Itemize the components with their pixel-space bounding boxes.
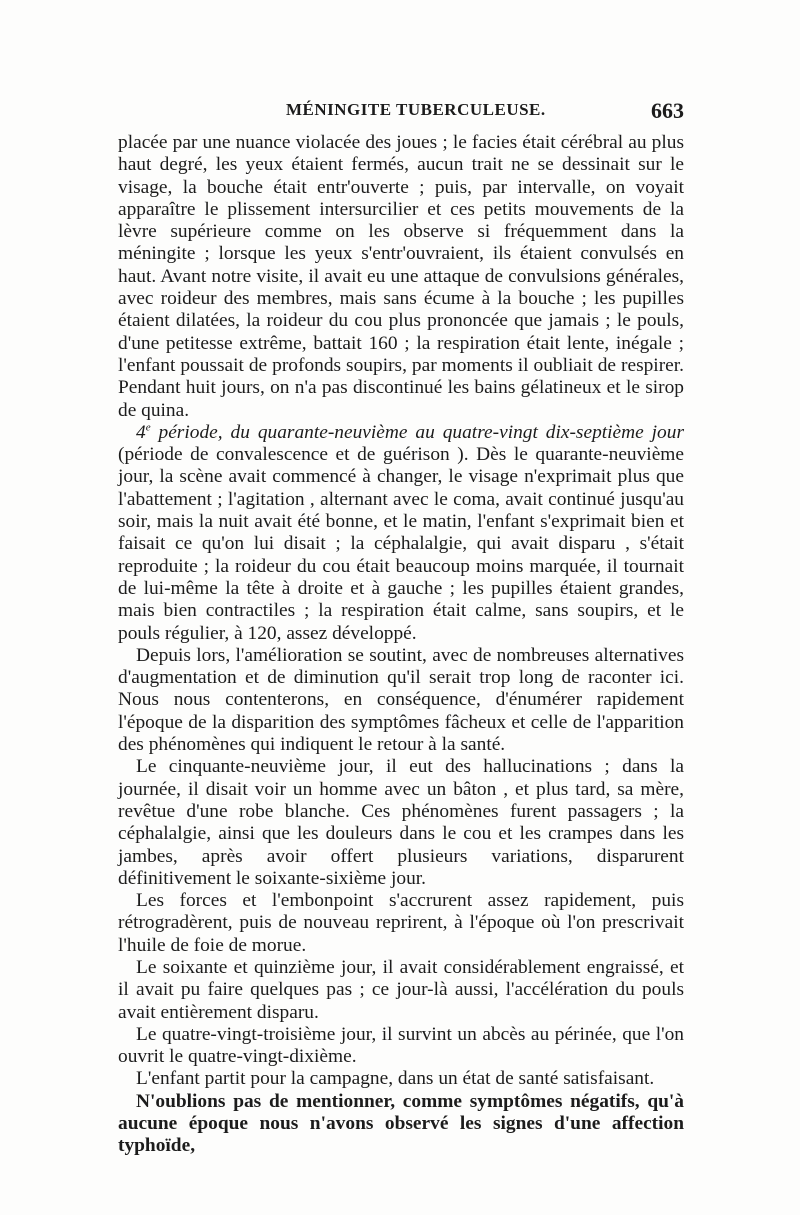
paragraph-3: Depuis lors, l'amélioration se soutint, avec de nombreuses alternatives d'augmentation et de diminution qu'il serait trop long de raconter ici. Nous nous contenterons, en conséquence, d'énumérer rapidement l'époque de la disparition des symptômes fâcheux et celle de l'apparition des phénomènes qui indiquent le retour à la santé. bbox=[118, 644, 684, 756]
paragraph-6: Le soixante et quinzième jour, il avait considérablement engraissé, et il avait pu faire quelques pas ; ce jour-là aussi, l'accélération du pouls avait entièrement disparu. bbox=[118, 956, 684, 1023]
running-title: MÉNINGITE TUBERCULEUSE. bbox=[286, 100, 546, 119]
period-heading bbox=[136, 422, 684, 443]
page-number: 663 bbox=[651, 98, 684, 123]
paragraph-8: L'enfant partit pour la campagne, dans un état de santé satisfaisant. bbox=[136, 1068, 655, 1090]
paragraph-2 bbox=[118, 422, 684, 645]
period-title: période, du quarante-neuvième au quatre-vingt dix-septième jour bbox=[150, 421, 684, 443]
period-ordinal-suffix: e bbox=[145, 421, 151, 434]
paragraph-5: Les forces et l'embonpoint s'accrurent assez rapidement, puis rétrogradèrent, puis de nouveau reprirent, à l'époque où l'on prescrivait l'huile de foie de morue. bbox=[118, 890, 684, 956]
paragraph-7: Le quatre-vingt-troisième jour, il survint un abcès au périnée, que l'on ouvrit le quatre-vingt-dixième. bbox=[118, 1023, 684, 1068]
period-description: (période de convalescence et de guérison ). Dès le quarante-neuvième jour, la scène avait commencé à changer, le visage n'exprimait plus que l'abattement ; l'agitation , alternant avec le coma, avait continué jusqu'au soir, mais la nuit avait été bonne, et le matin, l'enfant s'exprimait bien et faisait ce qu'on lui disait ; la céphalalgie, qui avait disparu , s'était reproduite ; la roideur du cou était beaucoup moins marquée, il tournait de lui-même la tête à droite et à gauche ; les pupilles étaient grandes, mais bien contractiles ; la respiration était calme, sans soupirs, et le pouls régulier, à 120, assez développé. bbox=[118, 444, 684, 644]
paragraph-9: N'oublions pas de mentionner, comme symptômes négatifs, qu'à aucune époque nous n'avons observé les signes d'une affection typhoïde, bbox=[118, 1090, 684, 1157]
period-number: 4 bbox=[136, 421, 146, 443]
paragraph-1: placée par une nuance violacée des joues ; le facies était cérébral au plus haut degré, les yeux étaient fermés, aucun trait ne se dessinait sur le visage, la bouche était entr'ouverte ; puis, par intervalle, on voyait apparaître le plissement intersurcilier et ces petits mouvements de la lèvre supérieure comme on les observe si fréquemment dans la méningite ; lorsque les yeux s'entr'ouvraient, ils étaient convulsés en haut. Avant notre visite, il avait eu une attaque de convulsions générales, avec roideur des membres, mais sans écume à la bouche ; les pupilles étaient dilatées, la roideur du cou plus prononcée que jamais ; le pouls, d'une petitesse extrême, battait 160 ; la respiration était lente, inégale ; l'enfant poussait de profonds soupirs, par moments il oubliait de respirer. Pendant huit jours, on n'a pas discontinué les bains gélatineux et le sirop de quina. bbox=[118, 132, 684, 421]
paragraph-4: Le cinquante-neuvième jour, il eut des hallucinations ; dans la journée, il disait voir un homme avec un bâton , et plus tard, sa mère, revêtue d'une robe blanche. Ces phénomènes furent passagers ; la céphalalgie, ainsi que les douleurs dans le cou et les crampes dans les jambes, après avoir offert plusieurs variations, disparurent définitivement le soixante-sixième jour. bbox=[118, 756, 684, 889]
running-header bbox=[118, 98, 684, 128]
page-body bbox=[118, 132, 684, 1158]
